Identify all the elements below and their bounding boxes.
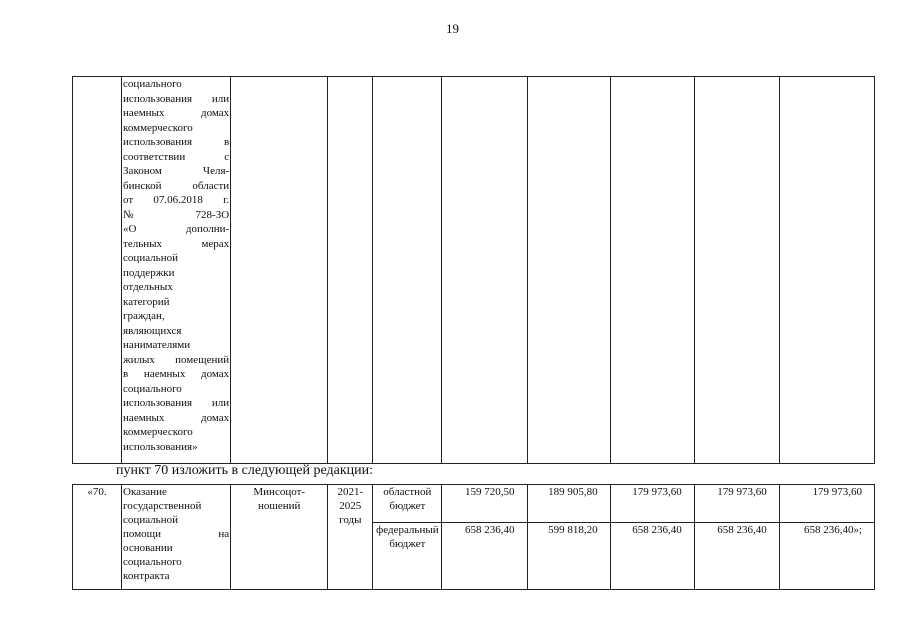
text-line: социальной <box>123 514 178 526</box>
value-cell: 658 236,40 <box>610 523 694 590</box>
text-line: коммерческого <box>123 121 193 134</box>
text-line: граждан, <box>123 310 165 322</box>
text-line: № 728-ЗО <box>123 208 230 221</box>
text-line: в наемных домах <box>123 368 230 380</box>
period-line: 2025 <box>339 500 362 512</box>
continued-table <box>72 76 875 464</box>
text-line: нанимателями <box>123 339 191 351</box>
period-line: 2021- <box>337 486 364 498</box>
text-line: категорий <box>123 295 170 308</box>
funding-source-line: бюджет <box>389 538 426 550</box>
empty-cell <box>328 77 373 464</box>
text-line: социального <box>123 78 182 90</box>
new-item-table <box>72 484 875 590</box>
text-line: от 07.06.2018 г. <box>123 194 230 206</box>
empty-cell <box>442 77 527 464</box>
funding-source-cell <box>373 485 442 523</box>
text-line: основании <box>123 542 173 554</box>
item-name-cell <box>122 77 231 464</box>
text-line: жилых помещений <box>123 353 230 366</box>
text-line: бинской области <box>123 179 230 192</box>
text-line: отдельных <box>123 281 173 293</box>
item-name-cell <box>122 485 231 590</box>
text-line: социального <box>123 382 182 395</box>
table-row <box>73 77 875 464</box>
executor-line: ношений <box>258 500 301 512</box>
period-line: годы <box>339 514 362 526</box>
text-line: являющихся <box>123 324 182 337</box>
value-cell: 179 973,60 <box>779 485 874 523</box>
executor-line: Минсоцот- <box>253 486 306 498</box>
empty-cell <box>373 77 442 464</box>
value-cell: 189 905,80 <box>527 485 610 523</box>
text-line: использования в <box>123 136 230 148</box>
number-cell <box>73 77 122 464</box>
value-cell: 658 236,40 <box>442 523 527 590</box>
item-name-text <box>123 77 229 454</box>
empty-cell <box>779 77 874 464</box>
text-line: наемных домах <box>123 411 230 424</box>
text-line: использования или <box>123 92 230 105</box>
value-cell: 658 236,40 <box>694 523 779 590</box>
text-line: использования» <box>123 440 198 453</box>
text-line: Оказание <box>123 486 167 498</box>
text-line: социального <box>123 556 182 568</box>
text-line: контракта <box>123 570 170 582</box>
text-line: использования или <box>123 397 230 409</box>
value-cell: 599 818,20 <box>527 523 610 590</box>
text-line: соответствии с <box>123 150 230 163</box>
text-line: тельных мерах <box>123 237 230 250</box>
empty-cell <box>694 77 779 464</box>
text-line: помощи на <box>123 528 230 540</box>
empty-cell <box>610 77 694 464</box>
text-line: «О дополни- <box>123 223 230 235</box>
text-line: социальной <box>123 252 178 264</box>
value-cell: 658 236,40»; <box>779 523 874 590</box>
value-cell: 159 720,50 <box>442 485 527 523</box>
value-cell: 179 973,60 <box>610 485 694 523</box>
text-line: государственной <box>123 500 202 512</box>
item-name-text <box>123 485 229 583</box>
text-line: наемных домах <box>123 107 230 119</box>
item-number: «70. <box>73 485 122 590</box>
text-line: поддержки <box>123 266 175 279</box>
funding-source-line: областной <box>383 486 432 498</box>
period-cell <box>328 485 373 590</box>
value-cell: 179 973,60 <box>694 485 779 523</box>
text-line: коммерческого <box>123 426 193 438</box>
funding-source-cell <box>373 523 442 590</box>
text-line: Законом Челя- <box>123 165 230 177</box>
empty-cell <box>231 77 328 464</box>
table-row <box>73 485 875 523</box>
funding-source-line: федеральный <box>376 524 439 536</box>
funding-source-line: бюджет <box>389 500 426 512</box>
page-number: 19 <box>446 21 459 36</box>
executor-cell <box>231 485 328 590</box>
empty-cell <box>527 77 610 464</box>
amendment-instruction: пункт 70 изложить в следующей редакции: <box>116 463 373 478</box>
